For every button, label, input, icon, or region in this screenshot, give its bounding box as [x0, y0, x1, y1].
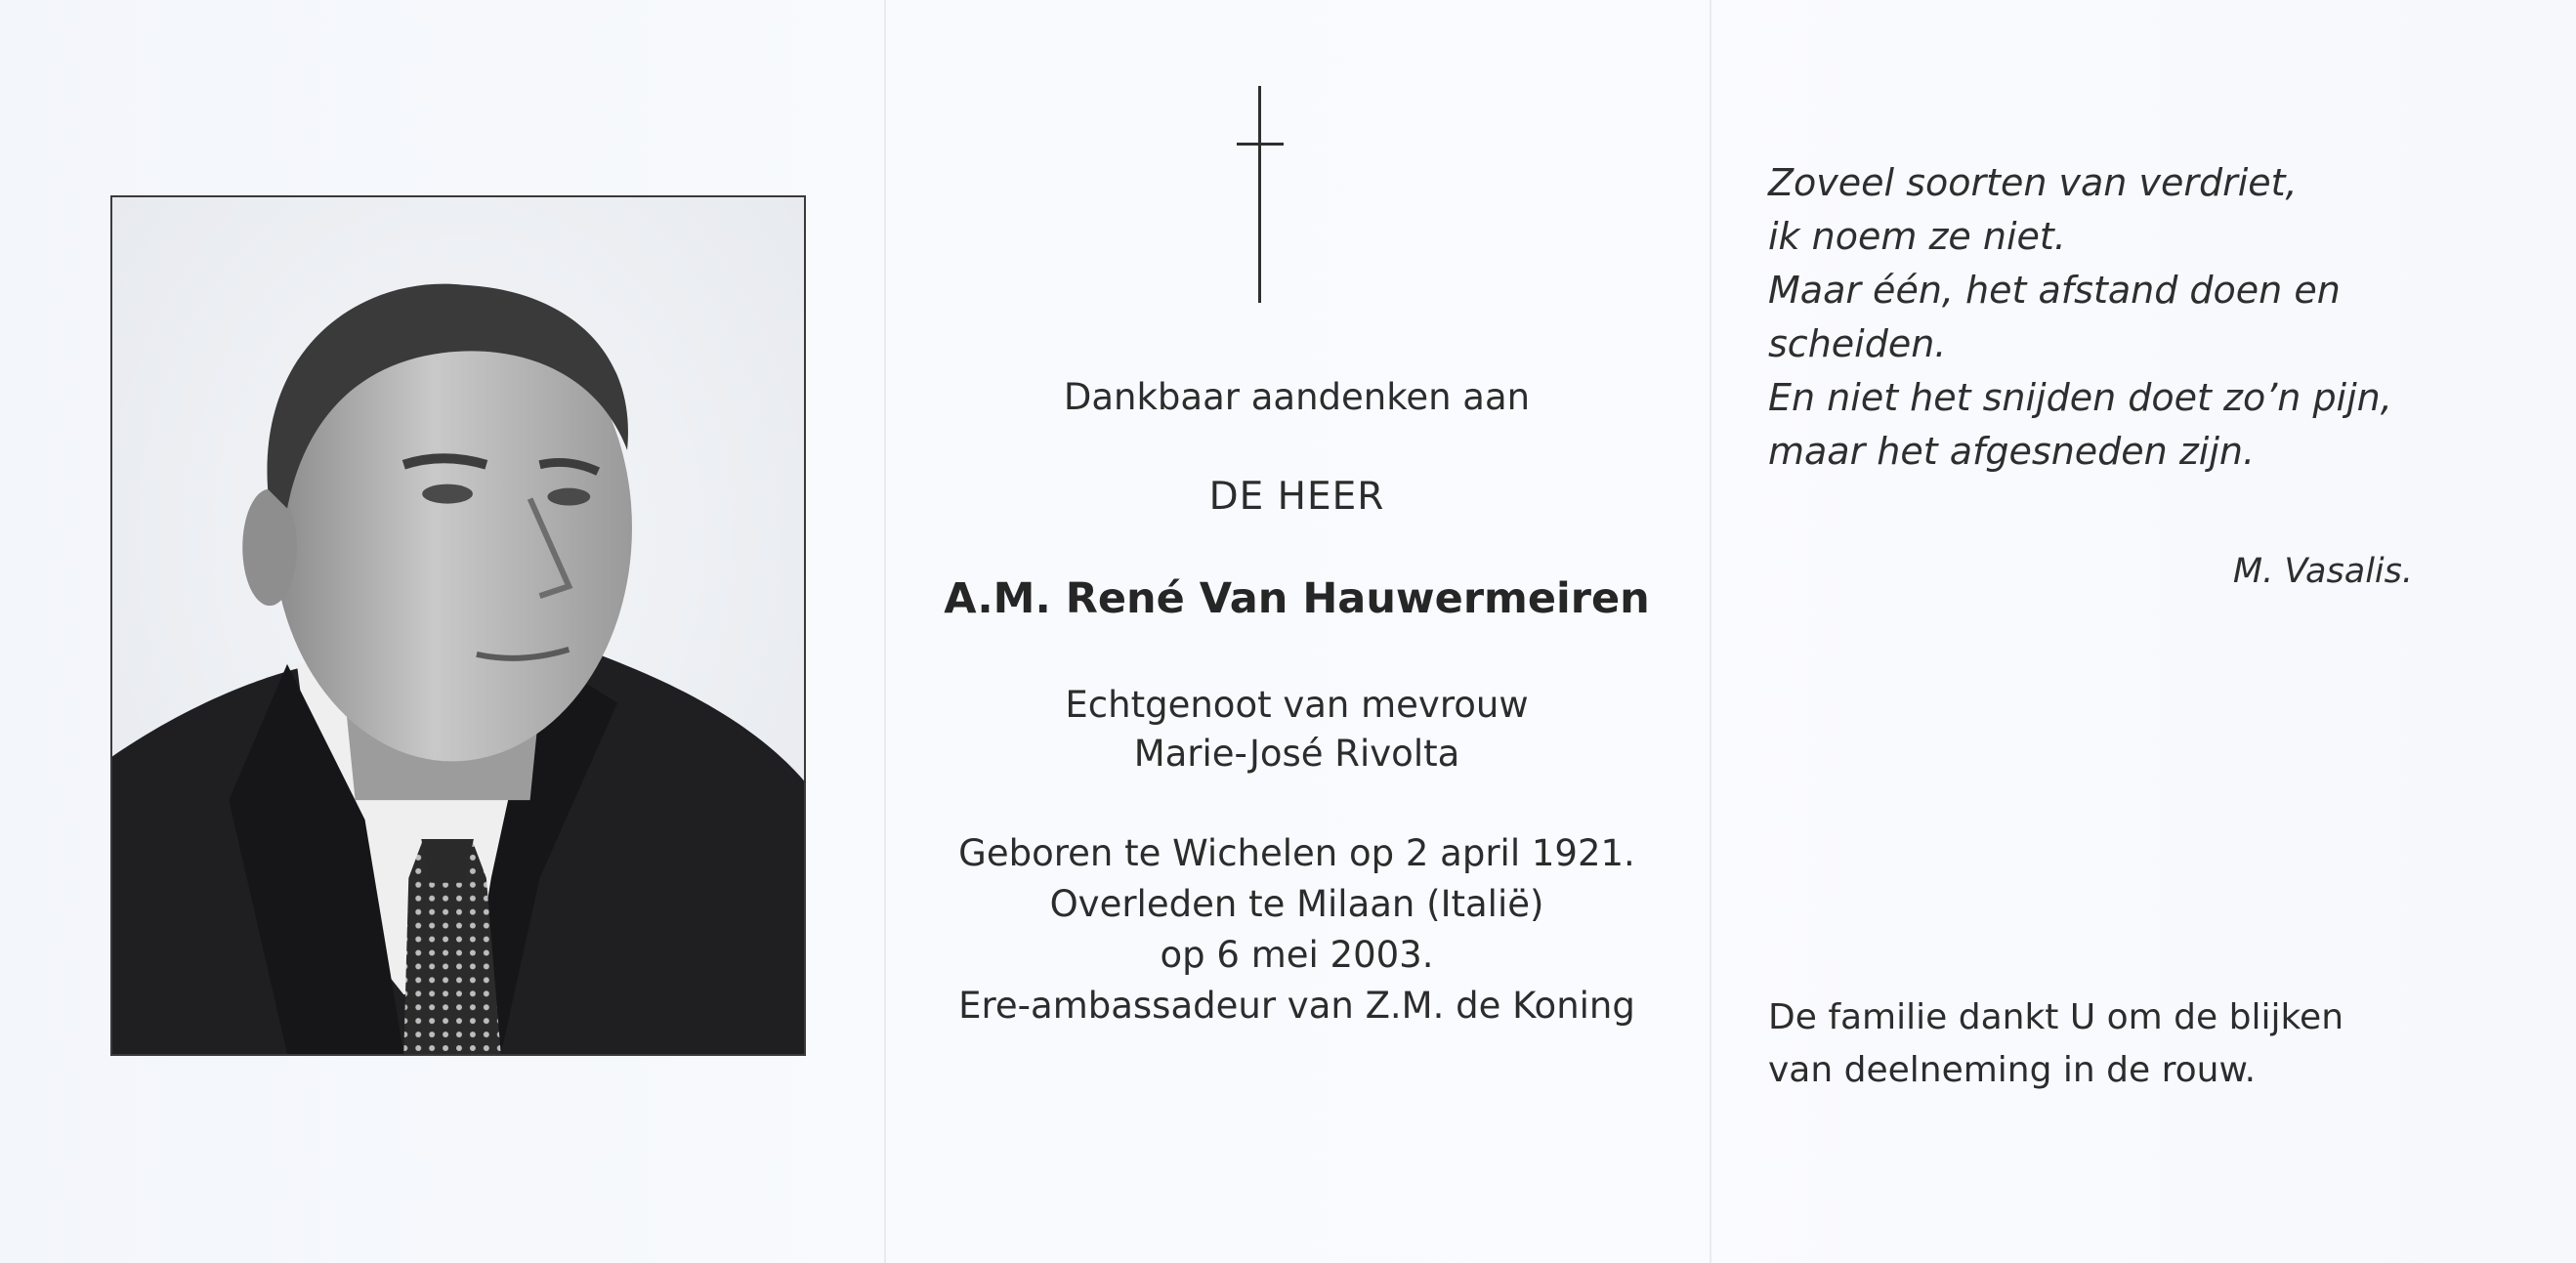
honorific-text: DE HEER	[1208, 475, 1385, 519]
poem-line: ik noem ze niet.	[1768, 215, 2066, 258]
poem	[1768, 156, 2392, 479]
portrait-photo	[110, 195, 806, 1056]
fold-line-right	[1710, 0, 1711, 1263]
spouse-line-2: Marie-José Rivolta	[1133, 733, 1460, 775]
portrait-illustration	[112, 197, 804, 1054]
title-line: Ere-ambassadeur van Z.M. de Koning	[958, 985, 1635, 1027]
thanks-line-1: De familie dankt U om de blijken	[1768, 997, 2344, 1037]
family-thanks	[1768, 991, 2344, 1097]
deceased-name: A.M. René Van Hauwermeiren	[944, 574, 1650, 623]
spouse-line-1: Echtgenoot van mevrouw	[1065, 684, 1529, 726]
poem-line: Maar één, het afstand doen en	[1768, 269, 2341, 312]
dedication-text: Dankbaar aandenken aan	[1063, 376, 1531, 418]
thanks-line-2: van deelneming in de rouw.	[1768, 1050, 2257, 1090]
cross-icon	[1237, 86, 1284, 303]
poem-line: En niet het snijden doet zo’n pijn,	[1768, 376, 2392, 419]
poem-line: maar het afgesneden zijn.	[1768, 430, 2256, 473]
died-place-line: Overleden te Milaan (Italië)	[1049, 883, 1544, 925]
died-date-line: op 6 mei 2003.	[1160, 934, 1434, 976]
born-line: Geboren te Wichelen op 2 april 1921.	[958, 832, 1635, 874]
spouse-block	[884, 681, 1710, 779]
fold-line-left	[884, 0, 886, 1263]
poem-author: M. Vasalis.	[2232, 552, 2413, 591]
poem-line: Zoveel soorten van verdriet,	[1768, 161, 2298, 204]
bio-block	[884, 828, 1710, 1031]
poem-line: scheiden.	[1768, 322, 1947, 365]
